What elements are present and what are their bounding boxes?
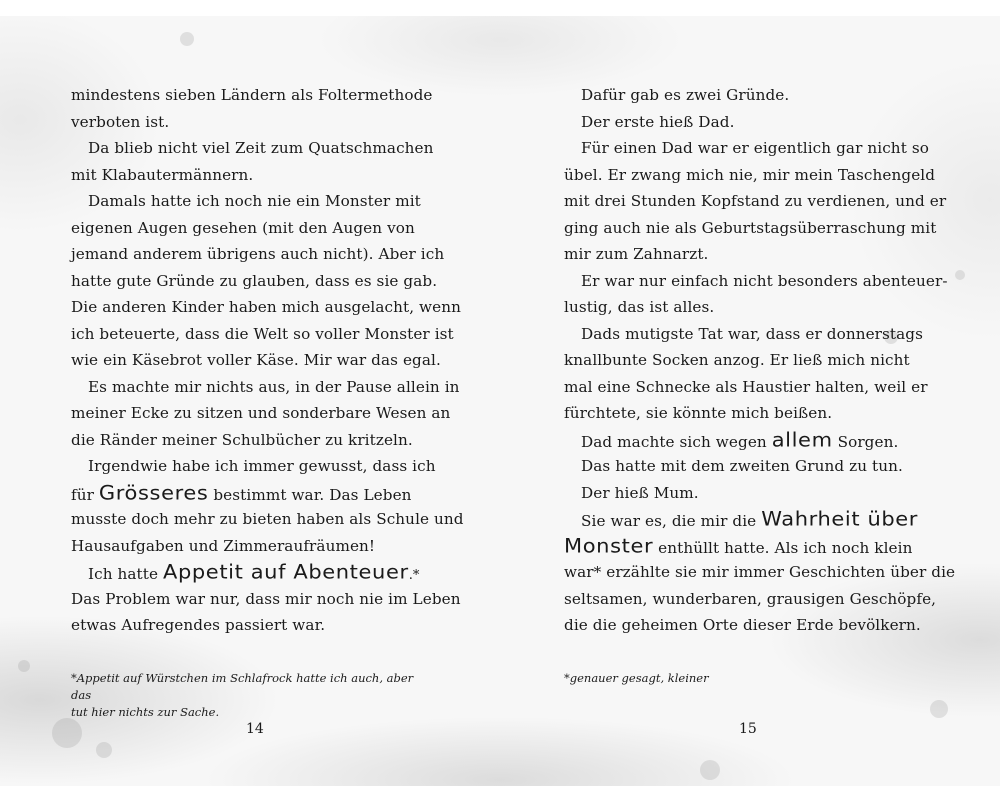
text-line: lustig, das ist alles. xyxy=(564,298,715,316)
text-line: etwas Aufregendes passiert war. xyxy=(71,616,326,634)
text-line: Das Problem war nur, dass mir noch nie im Leben xyxy=(71,589,461,608)
text-segment: bestimmt war. Das Leben xyxy=(208,485,412,504)
left-page-body xyxy=(71,82,464,639)
text-line: jemand anderem übrigens auch nicht). Aber ich xyxy=(71,245,445,263)
text-line: musste doch mehr zu bieten haben als Schule und xyxy=(71,510,464,528)
text-line: mindestens sieben Ländern als Foltermethode xyxy=(71,86,433,104)
ink-blot xyxy=(96,742,112,758)
text-line: mal eine Schnecke als Haustier halten, weil er xyxy=(564,377,928,396)
text-line: Er war nur einfach nicht besonders abenteuer- xyxy=(581,271,948,290)
text-line: mit drei Stunden Kopfstand zu verdienen, und er xyxy=(564,192,947,210)
text-segment: enthüllt hatte. Als ich noch klein xyxy=(653,538,913,557)
text-line xyxy=(71,559,441,586)
text-line: mit Klabautermännern. xyxy=(71,165,254,184)
text-line: Dads mutigste Tat war, dass er donnerstags xyxy=(581,324,924,343)
text-line: Das hatte mit dem zweiten Grund zu tun. xyxy=(581,457,903,475)
page-number-left: 14 xyxy=(246,721,264,737)
text-line: Dafür gab es zwei Gründe. xyxy=(581,86,790,104)
text-line: hatte gute Gründe zu glauben, dass es sie gab. xyxy=(71,271,438,290)
text-line: war* erzählte sie mir immer Geschichten über die xyxy=(564,563,956,581)
page-number-right: 15 xyxy=(739,721,757,737)
text-line: meiner Ecke zu sitzen und sonderbare Wesen an xyxy=(71,404,451,422)
text-line: fürchtete, sie könnte mich beißen. xyxy=(564,404,833,422)
footnote-line: *Appetit auf Würstchen im Schlafrock hatte ich auch, aber das xyxy=(71,671,414,702)
text-line xyxy=(564,427,936,454)
text-line xyxy=(71,480,441,507)
text-line xyxy=(564,506,936,533)
text-segment: Sorgen. xyxy=(832,432,899,451)
text-segment: .* xyxy=(408,568,420,583)
text-line: die die geheimen Orte dieser Erde bevölkern. xyxy=(564,616,921,634)
ink-blot xyxy=(955,270,965,280)
text-segment: Sie war es, die mir die xyxy=(581,512,762,530)
text-line: seltsamen, wunderbaren, grausigen Geschöpfe, xyxy=(564,589,937,608)
text-line: übel. Er zwang mich nie, mir mein Taschengeld xyxy=(564,165,936,184)
emphasis-hand-lettering: Monster xyxy=(564,534,654,557)
emphasis-hand-lettering: allem xyxy=(771,428,833,451)
text-line: Hausaufgaben und Zimmeraufräumen! xyxy=(71,536,376,555)
text-segment: für xyxy=(71,485,99,504)
ink-blot xyxy=(18,660,30,672)
text-line: Für einen Dad war er eigentlich gar nicht so xyxy=(581,139,929,157)
left-footnote xyxy=(71,670,431,721)
footnote-line: tut hier nichts zur Sache. xyxy=(71,705,220,719)
ink-blot xyxy=(180,32,194,46)
text-line: Es machte mir nichts aus, in der Pause allein in xyxy=(88,377,460,396)
emphasis-hand-lettering: Grösseres xyxy=(98,481,209,504)
text-line: Irgendwie habe ich immer gewusst, dass ich xyxy=(88,457,436,475)
text-line: Da blieb nicht viel Zeit zum Quatschmachen xyxy=(88,139,434,157)
text-line: Der hieß Mum. xyxy=(581,483,699,502)
text-line: wie ein Käsebrot voller Käse. Mir war das egal. xyxy=(71,351,441,369)
right-page-body xyxy=(564,82,956,639)
text-line: ging auch nie als Geburtstagsüberraschung mit xyxy=(564,218,937,237)
text-segment: Dad machte sich wegen xyxy=(581,432,772,451)
text-line: Die anderen Kinder haben mich ausgelacht, wenn xyxy=(71,298,462,316)
text-line: knallbunte Socken anzog. Er ließ mich nicht xyxy=(564,351,910,369)
text-line: Damals hatte ich noch nie ein Monster mit xyxy=(88,192,421,210)
ink-blot xyxy=(52,718,82,748)
text-line: verboten ist. xyxy=(71,112,170,131)
ink-blot xyxy=(930,700,948,718)
text-segment: Ich hatte xyxy=(88,565,163,583)
text-line xyxy=(564,533,936,560)
text-line: ich beteuerte, dass die Welt so voller Monster ist xyxy=(71,324,454,343)
text-line: Der erste hieß Dad. xyxy=(581,112,735,131)
emphasis-hand-lettering: Appetit auf Abenteuer xyxy=(162,560,409,584)
text-line: mir zum Zahnarzt. xyxy=(564,245,709,263)
text-line: eigenen Augen gesehen (mit den Augen von xyxy=(71,218,415,237)
ink-blot xyxy=(700,760,720,780)
right-footnote: *genauer gesagt, kleiner xyxy=(564,671,709,685)
emphasis-hand-lettering: Wahrheit über xyxy=(761,507,919,531)
text-line: die Ränder meiner Schulbücher zu kritzeln. xyxy=(71,430,413,449)
